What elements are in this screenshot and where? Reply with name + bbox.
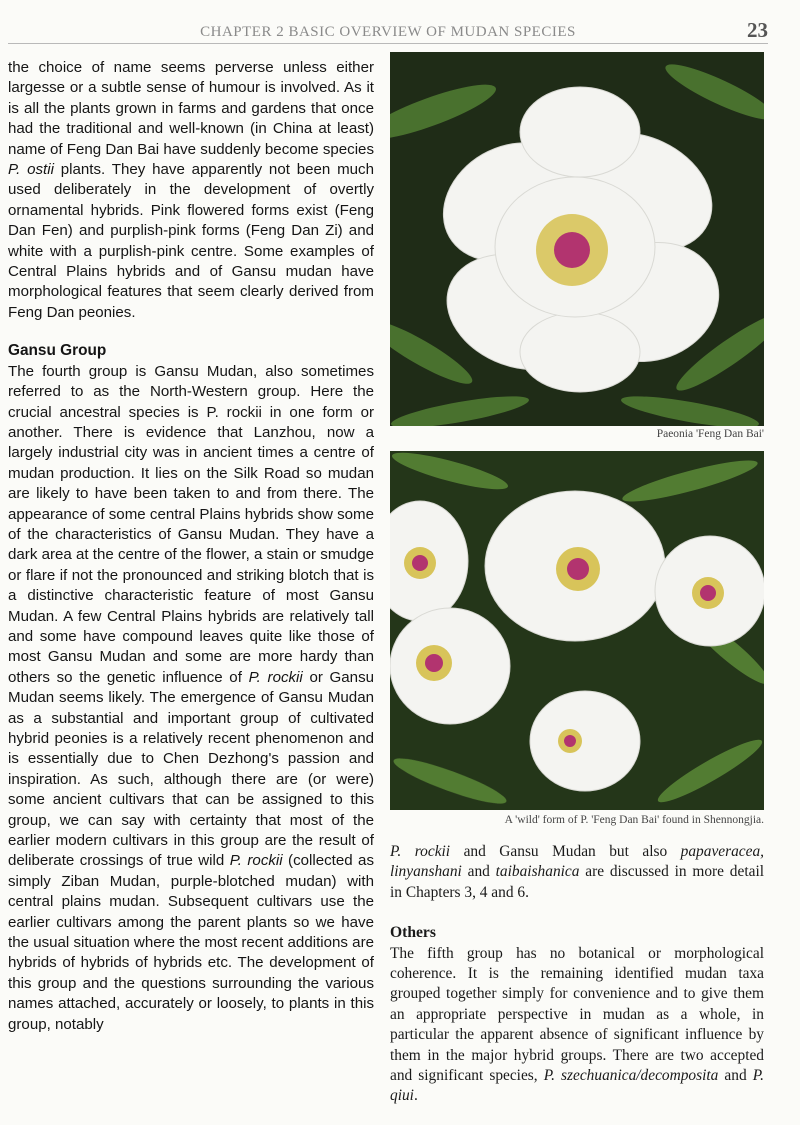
- right-column: [390, 842, 764, 1107]
- peony-illustration: [390, 52, 764, 426]
- section-heading-gansu-group: Gansu Group: [8, 342, 107, 360]
- section-heading-others: Others: [390, 924, 436, 942]
- species-name: P. rockii: [248, 668, 303, 686]
- paragraph: [390, 944, 764, 1107]
- figure-caption-bottom: A 'wild' form of P. 'Feng Dan Bai' found in Shennongjia.: [504, 814, 764, 826]
- text-run: plants. They have apparently not been much used deliberately in the development of overtly ornamental hybrids. Pink flowered forms exist (Feng Dan Fen) and purplish-pink forms (Feng Dan Zi) and white with a purplish-pink centre. Some examples of Central Plains hybrids and of Gansu mudan have morphological features that seem clearly derived from Feng Dan peonies.: [8, 161, 375, 321]
- species-name: P. szechuanica/decomposita: [543, 1067, 719, 1085]
- figure-caption-top: Paeonia 'Feng Dan Bai': [656, 428, 764, 440]
- running-title: CHAPTER 2 BASIC OVERVIEW OF MUDAN SPECIES: [200, 24, 576, 40]
- page-number: 23: [747, 18, 768, 42]
- text-run: and Gansu Mudan but also: [450, 843, 681, 860]
- species-name: P. rockii: [229, 852, 283, 870]
- species-name: P. rockii: [390, 843, 451, 860]
- paragraph: [8, 58, 374, 323]
- peony-group-illustration: [390, 451, 764, 810]
- text-run: (collected as simply Ziban Mudan, purple-blotched mudan) with central plains mudan. Subsequent cultivars use the earlier cultivars among the parent plants so we have the usual situation where the most recent additions are hybrids of hybrids of hybrids etc. The development of this group and the questions surrounding the various names attached, accurately or loosely, to plants in this group, notably: [8, 852, 374, 1033]
- text-run: or Gansu Mudan seems likely. The emergence of Gansu Mudan as a substantial and important group of cultivated hybrid peonies is a relatively recent phenomenon and is essentially due to Chen Dezhong's passion and inspiration. As such, although there are (or were) some ancient cultivars that can be assigned to this group, we can say with certainty that most of the earlier modern cultivars in this group are the result of deliberate crossings of true wild: [8, 668, 375, 870]
- left-column: [8, 58, 374, 1035]
- peony-photo-feng-dan-bai: [390, 52, 764, 426]
- paragraph: [390, 842, 764, 903]
- paragraph: [8, 362, 374, 1035]
- species-name: P. ostii: [8, 161, 54, 179]
- text-run: and: [461, 863, 496, 881]
- text-run: The fifth group has no botanical or morphological coherence. It is the remaining identified mudan taxa grouped together simply for convenience and to give them an appropriate perspective in mudan as a whole, in particular the apparent absence of significant influence by them in the major hybrid groups. There are two accepted and significant species,: [390, 944, 764, 1085]
- running-head: [8, 18, 768, 44]
- species-name: P. qiui: [390, 1067, 764, 1105]
- text-run: are discussed in more detail in Chapters 3, 4 and 6.: [390, 863, 764, 901]
- text-run: the choice of name seems perverse unless either largesse or a subtle sense of humour is involved. As it is all the plants grown in farms and gardens that once had the traditional and well-known (in China at least) name of Feng Dan Bai have suddenly become species: [8, 59, 374, 158]
- text-run: The fourth group is Gansu Mudan, also sometimes referred to as the North-Western group. Here the crucial ancestral species is P. rockii in one form or another. There is evidence that Lanzhou, now a largely industrial city was in ancient times a centre of mudan production. It lies on the Silk Road so mudan are likely to have been taken to and from there. The appearance of some central Plains hybrids show some of the characteristics of Gansu Mudan. They have a dark area at the centre of the flower, a stain or smudge or flare if not the pronounced and striking blotch that is a distinctive characteristic feature of most Gansu Mudan. A few Central Plains hybrids are relatively tall and some have compound leaves quite like those of most Gansu Mudan and some are more hardy than others so the genetic influence of: [8, 362, 374, 686]
- species-name: taibaishanica: [495, 863, 580, 881]
- text-run: .: [413, 1087, 418, 1105]
- species-name: papaveracea, linyanshani: [390, 843, 764, 881]
- peony-photo-wild-form: [390, 451, 764, 810]
- text-run: and: [718, 1067, 753, 1085]
